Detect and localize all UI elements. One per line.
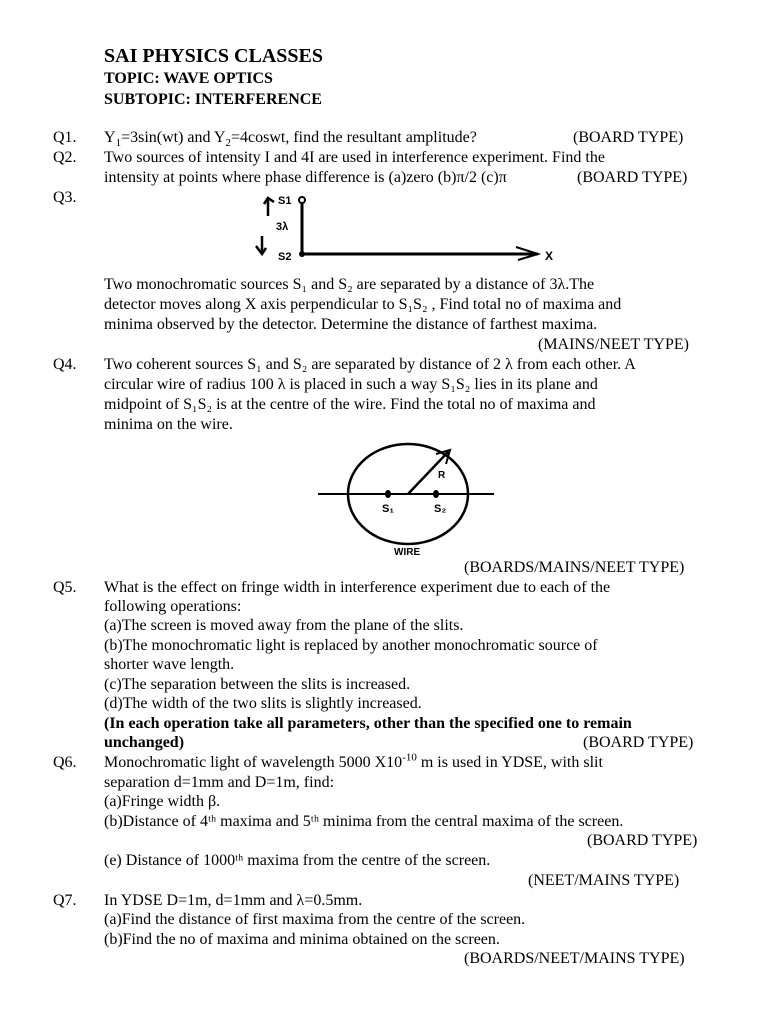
q4-number: Q4. <box>53 356 77 373</box>
q5-line1: What is the effect on fringe width in interference experiment due to each of the <box>104 579 611 596</box>
q4-type-tag: (BOARDS/MAINS/NEET TYPE) <box>464 559 685 576</box>
q2-line2: intensity at points where phase difference is (a)zero (b)π/2 (c)π <box>104 169 507 186</box>
q6-part-a: (a)Fringe width β. <box>104 793 221 810</box>
q1-type-tag: (BOARD TYPE) <box>573 129 684 146</box>
fig-separation-label: 3λ <box>276 221 289 233</box>
s1-dot <box>385 490 391 498</box>
q5-type-tag: (BOARD TYPE) <box>583 734 694 751</box>
q7-line1: In YDSE D=1m, d=1mm and λ=0.5mm. <box>104 892 363 909</box>
q4-line4: minima on the wire. <box>104 416 233 433</box>
s2-point <box>299 251 305 257</box>
q5-line2: following operations: <box>104 598 242 615</box>
q3-line1: Two monochromatic sources S₁ and S₂ are separated by a distance of 3λ.The <box>104 276 595 293</box>
q4-line1: Two coherent sources S₁ and S₂ are separated by distance of 2 λ from each other. A <box>104 356 636 373</box>
q3-line3: minima observed by the detector. Determine the distance of farthest maxima. <box>104 316 598 333</box>
q6-line1: Monochromatic light of wavelength 5000 $X10^{-10}$ m is used in YDSE, with slit <box>104 751 603 771</box>
q2-type-tag: (BOARD TYPE) <box>577 169 688 186</box>
q3-type-tag: (MAINS/NEET TYPE) <box>538 336 689 353</box>
page-title: SAI PHYSICS CLASSES <box>104 45 323 67</box>
q4-wire-diagram <box>310 440 500 562</box>
q3-number: Q3. <box>53 189 77 206</box>
q5-part-b2: shorter wave length. <box>104 656 235 673</box>
fig-s2-label: S2 <box>278 251 292 263</box>
fig-radius-label: R <box>438 470 446 481</box>
q5-part-a: (a)The screen is moved away from the plane of the slits. <box>104 617 464 634</box>
q6-part-e: (e) Distance of 1000ᵗʰ maxima from the centre of the screen. <box>104 852 491 869</box>
q6-line2: separation d=1mm and D=1m, find: <box>104 774 335 791</box>
q5-number: Q5. <box>53 579 77 596</box>
fig-wire-label: WIRE <box>394 547 421 558</box>
s2-dot <box>433 490 439 498</box>
q7-type-tag: (BOARDS/NEET/MAINS TYPE) <box>464 950 685 967</box>
q5-note-line2: unchanged) <box>104 734 185 751</box>
subtopic-heading: SUBTOPIC: INTERFERENCE <box>104 91 322 108</box>
topic-heading: TOPIC: WAVE OPTICS <box>104 70 273 87</box>
q2-number: Q2. <box>53 149 77 166</box>
q4-line2: circular wire of radius 100 λ is placed in such a way S₁S₂ lies in its plane and <box>104 376 598 393</box>
s1-point <box>299 197 305 203</box>
q5-part-c: (c)The separation between the slits is increased. <box>104 676 411 693</box>
q7-part-b: (b)Find the no of maxima and minima obtained on the screen. <box>104 931 500 948</box>
q4-line3: midpoint of S₁S₂ is at the centre of the wire. Find the total no of maxima and <box>104 396 596 413</box>
q5-part-d: (d)The width of the two slits is slightly increased. <box>104 695 422 712</box>
q6-type-tag-1: (BOARD TYPE) <box>587 832 698 849</box>
q1-text: $Y_1=3\sin(wt)$ and $Y_2=4coswt$, find the resultant amplitude? <box>104 129 477 150</box>
fig-s2-label: S₂ <box>434 503 447 515</box>
q5-note-line1: (In each operation take all parameters, other than the specified one to remain <box>104 715 632 732</box>
q2-line1: Two sources of intensity I and 4I are used in interference experiment. Find the <box>104 149 605 166</box>
q7-number: Q7. <box>53 892 77 909</box>
fig-x-label: X <box>545 249 554 263</box>
q1-number: Q1. <box>53 129 77 146</box>
fig-s1-label: S1 <box>278 195 292 207</box>
fig-s1-label: S₁ <box>382 503 394 515</box>
q6-number: Q6. <box>53 754 77 771</box>
q3-source-diagram <box>250 188 570 268</box>
q6-part-b: (b)Distance of 4ᵗʰ maxima and 5ᵗʰ minima from the central maxima of the screen. <box>104 813 624 830</box>
q6-type-tag-2: (NEET/MAINS TYPE) <box>528 872 680 889</box>
q5-part-b1: (b)The monochromatic light is replaced by another monochromatic source of <box>104 637 598 654</box>
q3-line2: detector moves along X axis perpendicular to S₁S₂ , Find total no of maxima and <box>104 296 622 313</box>
q7-part-a: (a)Find the distance of first maxima from the centre of the screen. <box>104 911 526 928</box>
